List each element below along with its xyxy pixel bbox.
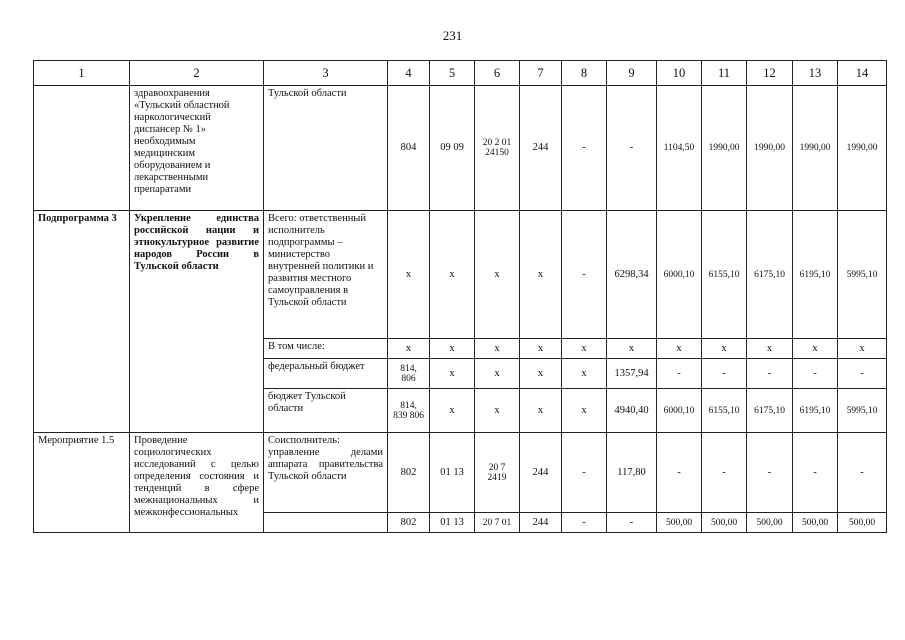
table-cell: 500,00 bbox=[793, 513, 838, 533]
table-cell: - bbox=[838, 359, 887, 389]
table-cell: x bbox=[607, 339, 657, 359]
table-cell: 802 bbox=[388, 513, 430, 533]
table-cell: 117,80 bbox=[607, 433, 657, 513]
column-header: 6 bbox=[475, 61, 520, 86]
table-cell: 6000,10 bbox=[657, 211, 702, 339]
table-cell: x bbox=[520, 339, 562, 359]
table-row bbox=[34, 211, 887, 339]
table-cell bbox=[34, 86, 130, 211]
page-number: 231 bbox=[442, 28, 463, 43]
table-cell: здравоохранения «Тульский областной наркологический диспансер № 1» необходимым медицинским оборудованием и лекарственными препаратами bbox=[130, 86, 264, 211]
table-cell: 244 bbox=[520, 433, 562, 513]
header-row bbox=[34, 61, 887, 86]
table-cell: - bbox=[562, 86, 607, 211]
subprogram-title: Укрепление единства российской нации и этнокультурное развитие народов России в Тульской области bbox=[130, 211, 264, 433]
measure-label: Мероприятие 1.5 bbox=[34, 433, 130, 533]
table-cell: 802 bbox=[388, 433, 430, 513]
table-cell: 09 09 bbox=[430, 86, 475, 211]
table-cell: - bbox=[747, 359, 793, 389]
table-cell: x bbox=[520, 359, 562, 389]
table-cell: - bbox=[607, 513, 657, 533]
table-cell: 6195,10 bbox=[793, 211, 838, 339]
table-cell: бюджет Тульской области bbox=[264, 389, 388, 433]
table-cell: 1104,50 bbox=[657, 86, 702, 211]
table-cell: - bbox=[747, 433, 793, 513]
table-cell: 244 bbox=[520, 86, 562, 211]
column-header: 9 bbox=[607, 61, 657, 86]
table-cell: 500,00 bbox=[702, 513, 747, 533]
table-cell: x bbox=[430, 211, 475, 339]
table-cell: x bbox=[657, 339, 702, 359]
subprogram-label: Подпрограмма 3 bbox=[34, 211, 130, 433]
table-cell: 1990,00 bbox=[793, 86, 838, 211]
table-cell: 6175,10 bbox=[747, 211, 793, 339]
column-header: 7 bbox=[520, 61, 562, 86]
column-header: 12 bbox=[747, 61, 793, 86]
table-cell: 244 bbox=[520, 513, 562, 533]
measure-title: Проведение социологических исследований с целью определения состояния и тенденций в сфере межнациональных и межконфессиональных bbox=[130, 433, 264, 533]
table-row bbox=[34, 86, 887, 211]
table-cell: x bbox=[520, 211, 562, 339]
table-cell: 500,00 bbox=[838, 513, 887, 533]
table-cell: - bbox=[607, 86, 657, 211]
table-cell: 6298,34 bbox=[607, 211, 657, 339]
table-cell: x bbox=[475, 389, 520, 433]
table-cell: 1990,00 bbox=[702, 86, 747, 211]
table-cell: - bbox=[562, 211, 607, 339]
table-cell: x bbox=[388, 211, 430, 339]
table-cell: - bbox=[657, 433, 702, 513]
table-cell: 6155,10 bbox=[702, 389, 747, 433]
table-cell: - bbox=[838, 433, 887, 513]
table-cell: 20 2 01 24150 bbox=[475, 86, 520, 211]
table-cell: 6195,10 bbox=[793, 389, 838, 433]
table-cell: x bbox=[430, 389, 475, 433]
table-cell: 20 7 01 bbox=[475, 513, 520, 533]
table-cell: 5995,10 bbox=[838, 389, 887, 433]
table-cell: Соисполнитель: управление делами аппарата правительства Тульской области bbox=[264, 433, 388, 513]
column-header: 10 bbox=[657, 61, 702, 86]
table-cell: - bbox=[702, 359, 747, 389]
table-cell: x bbox=[475, 211, 520, 339]
column-header: 14 bbox=[838, 61, 887, 86]
column-header: 4 bbox=[388, 61, 430, 86]
table-cell: 01 13 bbox=[430, 513, 475, 533]
column-header: 8 bbox=[562, 61, 607, 86]
table-cell: x bbox=[793, 339, 838, 359]
table-cell: - bbox=[702, 433, 747, 513]
table-cell: 814, 839 806 bbox=[388, 389, 430, 433]
table-cell bbox=[264, 513, 388, 533]
table-cell: x bbox=[562, 389, 607, 433]
table-cell: x bbox=[475, 339, 520, 359]
table-row bbox=[34, 433, 887, 513]
table-cell: x bbox=[430, 359, 475, 389]
table-cell: x bbox=[562, 339, 607, 359]
table-cell: x bbox=[562, 359, 607, 389]
table-cell: 1990,00 bbox=[747, 86, 793, 211]
column-header: 3 bbox=[264, 61, 388, 86]
table-cell: 814, 806 bbox=[388, 359, 430, 389]
table-cell: x bbox=[430, 339, 475, 359]
table-cell: 500,00 bbox=[657, 513, 702, 533]
table-cell: 804 bbox=[388, 86, 430, 211]
budget-table bbox=[33, 60, 887, 533]
table-cell: 01 13 bbox=[430, 433, 475, 513]
column-header: 11 bbox=[702, 61, 747, 86]
table-cell: - bbox=[562, 513, 607, 533]
table-cell: x bbox=[702, 339, 747, 359]
table-cell: В том числе: bbox=[264, 339, 388, 359]
table-cell: 1357,94 bbox=[607, 359, 657, 389]
table-cell: - bbox=[793, 433, 838, 513]
table-cell: - bbox=[793, 359, 838, 389]
table-cell: x bbox=[747, 339, 793, 359]
table-cell: x bbox=[838, 339, 887, 359]
table-cell: 6155,10 bbox=[702, 211, 747, 339]
table-cell: федеральный бюджет bbox=[264, 359, 388, 389]
table-cell: x bbox=[520, 389, 562, 433]
table-cell: 1990,00 bbox=[838, 86, 887, 211]
table-cell: 500,00 bbox=[747, 513, 793, 533]
table-cell: 6175,10 bbox=[747, 389, 793, 433]
column-header: 1 bbox=[34, 61, 130, 86]
column-header: 5 bbox=[430, 61, 475, 86]
column-header: 13 bbox=[793, 61, 838, 86]
table-cell: - bbox=[562, 433, 607, 513]
table-cell: - bbox=[657, 359, 702, 389]
table-cell: Тульской области bbox=[264, 86, 388, 211]
table-cell: x bbox=[388, 339, 430, 359]
table-cell: Всего: ответственный исполнитель подпрограммы – министерство внутренней политики и развития местного самоуправления в Тульской области bbox=[264, 211, 388, 339]
table-cell: x bbox=[475, 359, 520, 389]
table-cell: 4940,40 bbox=[607, 389, 657, 433]
table-cell: 20 7 2419 bbox=[475, 433, 520, 513]
column-header: 2 bbox=[130, 61, 264, 86]
table-cell: 6000,10 bbox=[657, 389, 702, 433]
table-cell: 5995,10 bbox=[838, 211, 887, 339]
